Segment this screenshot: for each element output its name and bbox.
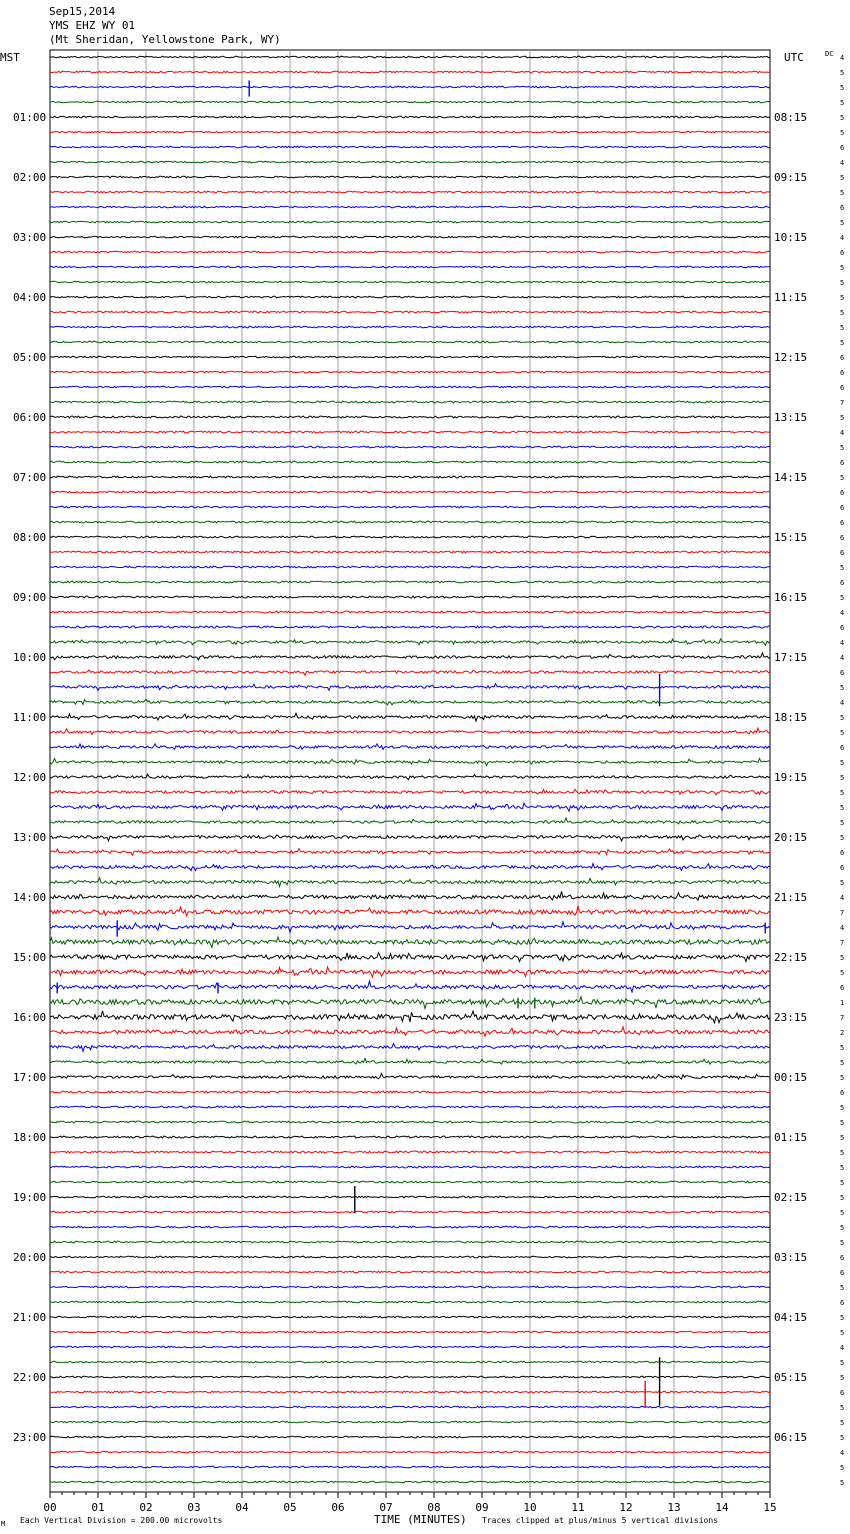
trace-line-24	[50, 416, 770, 418]
trace-line-11	[50, 221, 770, 223]
trace-line-41	[50, 670, 770, 675]
trace-line-38	[50, 626, 770, 628]
utc-hour-label-5: 12:15	[774, 351, 808, 364]
dc-value-7: 4	[840, 159, 845, 167]
dc-value-78: 5	[840, 1224, 845, 1232]
trace-line-48	[50, 774, 770, 780]
dc-value-48: 5	[840, 774, 845, 782]
mst-hour-label-4: 04:00	[13, 291, 47, 304]
trace-line-84	[50, 1316, 770, 1318]
event-group	[57, 80, 765, 1408]
x-tick-label-6: 06	[331, 1501, 345, 1514]
mst-hour-label-10: 10:00	[13, 651, 47, 664]
trace-line-65	[50, 1027, 770, 1036]
trace-line-9	[50, 191, 770, 193]
dc-value-3: 5	[840, 99, 845, 107]
dc-value-60: 5	[840, 954, 845, 962]
trace-line-79	[50, 1241, 770, 1243]
dc-value-89: 6	[840, 1389, 845, 1397]
mst-axis-title: MST	[0, 51, 20, 64]
dc-value-51: 5	[840, 819, 845, 827]
dc-value-66: 5	[840, 1044, 845, 1052]
trace-line-56	[50, 891, 770, 900]
dc-value-14: 5	[840, 264, 845, 272]
utc-hour-label-21: 04:15	[774, 1311, 808, 1324]
mst-hour-label-14: 14:00	[13, 891, 47, 904]
trace-line-15	[50, 281, 770, 283]
trace-line-89	[50, 1391, 770, 1393]
dc-value-42: 5	[840, 684, 845, 692]
dc-value-13: 6	[840, 249, 845, 257]
trace-line-26	[50, 446, 770, 448]
mst-labels	[13, 111, 46, 1444]
trace-line-8	[50, 176, 770, 178]
x-tick-label-14: 14	[715, 1501, 729, 1514]
mst-hour-label-16: 16:00	[13, 1011, 47, 1024]
trace-line-13	[50, 251, 770, 253]
trace-line-10	[50, 206, 770, 208]
dc-value-76: 5	[840, 1194, 845, 1202]
trace-line-74	[50, 1166, 770, 1168]
utc-hour-label-15: 22:15	[774, 951, 808, 964]
dc-value-59: 7	[840, 939, 845, 947]
utc-hour-label-2: 09:15	[774, 171, 808, 184]
utc-hour-label-12: 19:15	[774, 771, 808, 784]
dc-value-95: 5	[840, 1479, 845, 1487]
trace-line-14	[50, 266, 770, 268]
trace-line-93	[50, 1451, 770, 1453]
dc-value-44: 5	[840, 714, 845, 722]
dc-value-24: 5	[840, 414, 845, 422]
trace-line-22	[50, 386, 770, 388]
dc-value-11: 5	[840, 219, 845, 227]
dc-value-39: 4	[840, 639, 845, 647]
x-tick-label-11: 11	[571, 1501, 585, 1514]
dc-value-26: 5	[840, 444, 845, 452]
dc-value-88: 5	[840, 1374, 845, 1382]
dc-value-15: 5	[840, 279, 845, 287]
dc-value-55: 5	[840, 879, 845, 887]
utc-hour-label-16: 23:15	[774, 1011, 808, 1024]
trace-line-31	[50, 521, 770, 523]
dc-value-46: 6	[840, 744, 845, 752]
trace-line-70	[50, 1106, 770, 1108]
dc-value-29: 6	[840, 489, 845, 497]
mst-hour-label-19: 19:00	[13, 1191, 47, 1204]
trace-line-94	[50, 1466, 770, 1468]
dc-value-79: 5	[840, 1239, 845, 1247]
trace-line-51	[50, 818, 770, 824]
x-tick-label-10: 10	[523, 1501, 537, 1514]
trace-line-75	[50, 1181, 770, 1183]
utc-hour-label-17: 00:15	[774, 1071, 808, 1084]
trace-line-25	[50, 431, 770, 433]
dc-value-80: 6	[840, 1254, 845, 1262]
trace-line-80	[50, 1256, 770, 1258]
x-tick-label-3: 03	[187, 1501, 201, 1514]
trace-line-58	[50, 922, 770, 933]
trace-line-17	[50, 311, 770, 313]
x-tick-label-4: 04	[235, 1501, 249, 1514]
dc-value-65: 2	[840, 1029, 845, 1037]
utc-hour-label-23: 06:15	[774, 1431, 808, 1444]
utc-hour-label-3: 10:15	[774, 231, 808, 244]
mst-hour-label-20: 20:00	[13, 1251, 47, 1264]
trace-line-87	[50, 1361, 770, 1363]
trace-line-63	[50, 997, 770, 1009]
x-axis	[43, 1492, 776, 1514]
dc-value-38: 6	[840, 624, 845, 632]
dc-value-83: 6	[840, 1299, 845, 1307]
trace-line-90	[50, 1406, 770, 1408]
dc-value-90: 5	[840, 1404, 845, 1412]
dc-value-33: 6	[840, 549, 845, 557]
trace-line-69	[50, 1091, 770, 1093]
dc-value-1: 5	[840, 69, 845, 77]
dc-value-50: 5	[840, 804, 845, 812]
utc-hour-label-18: 01:15	[774, 1131, 808, 1144]
mst-hour-label-21: 21:00	[13, 1311, 47, 1324]
dc-value-23: 7	[840, 399, 845, 407]
mst-hour-label-23: 23:00	[13, 1431, 47, 1444]
trace-line-59	[50, 937, 770, 948]
mst-hour-label-11: 11:00	[13, 711, 47, 724]
utc-hour-label-22: 05:15	[774, 1371, 808, 1384]
dc-value-73: 5	[840, 1149, 845, 1157]
dc-value-85: 5	[840, 1329, 845, 1337]
trace-line-3	[50, 101, 770, 103]
trace-line-23	[50, 401, 770, 403]
mst-hour-label-17: 17:00	[13, 1071, 47, 1084]
dc-value-74: 5	[840, 1164, 845, 1172]
trace-line-66	[50, 1044, 770, 1052]
trace-line-72	[50, 1136, 770, 1138]
dc-value-57: 7	[840, 909, 845, 917]
mst-hour-label-5: 05:00	[13, 351, 47, 364]
dc-value-34: 5	[840, 564, 845, 572]
x-tick-label-9: 09	[475, 1501, 489, 1514]
header-station: YMS EHZ WY 01	[49, 19, 136, 32]
dc-value-87: 5	[840, 1359, 845, 1367]
dc-value-67: 5	[840, 1059, 845, 1067]
trace-line-77	[50, 1211, 770, 1213]
dc-value-40: 4	[840, 654, 845, 662]
trace-line-49	[50, 789, 770, 795]
dc-value-20: 6	[840, 354, 845, 362]
header-date: Sep15,2014	[49, 5, 116, 18]
trace-line-50	[50, 803, 770, 811]
dc-value-43: 4	[840, 699, 845, 707]
utc-labels	[774, 111, 807, 1444]
trace-line-64	[50, 1011, 770, 1023]
dc-value-22: 6	[840, 384, 845, 392]
x-tick-label-8: 08	[427, 1501, 441, 1514]
trace-line-43	[50, 699, 770, 705]
dc-value-2: 5	[840, 84, 845, 92]
trace-line-20	[50, 356, 770, 358]
trace-line-47	[50, 758, 770, 765]
mst-hour-label-7: 07:00	[13, 471, 47, 484]
mst-hour-label-12: 12:00	[13, 771, 47, 784]
x-tick-label-13: 13	[667, 1501, 681, 1514]
dc-value-56: 4	[840, 894, 845, 902]
trace-group	[50, 56, 770, 1483]
dc-value-49: 5	[840, 789, 845, 797]
trace-line-57	[50, 906, 770, 916]
dc-value-71: 5	[840, 1119, 845, 1127]
trace-line-68	[50, 1073, 770, 1079]
dc-value-32: 6	[840, 534, 845, 542]
trace-line-40	[50, 653, 770, 660]
dc-value-84: 5	[840, 1314, 845, 1322]
trace-line-88	[50, 1376, 770, 1378]
dc-value-63: 1	[840, 999, 845, 1007]
trace-line-27	[50, 461, 770, 463]
x-tick-label-2: 02	[139, 1501, 153, 1514]
dc-value-58: 4	[840, 924, 845, 932]
x-tick-label-1: 01	[91, 1501, 105, 1514]
dc-values	[840, 54, 844, 1487]
trace-line-62	[50, 981, 770, 992]
trace-line-4	[50, 116, 770, 118]
trace-line-33	[50, 551, 770, 553]
trace-line-60	[50, 953, 770, 962]
dc-value-28: 5	[840, 474, 845, 482]
utc-hour-label-6: 13:15	[774, 411, 808, 424]
dc-value-41: 6	[840, 669, 845, 677]
dc-title: DC	[825, 50, 834, 58]
trace-line-16	[50, 296, 770, 298]
utc-hour-label-8: 15:15	[774, 531, 808, 544]
dc-value-10: 6	[840, 204, 845, 212]
dc-value-92: 5	[840, 1434, 845, 1442]
dc-value-37: 4	[840, 609, 845, 617]
trace-line-76	[50, 1196, 770, 1198]
trace-line-81	[50, 1271, 770, 1273]
dc-value-21: 6	[840, 369, 845, 377]
utc-hour-label-13: 20:15	[774, 831, 808, 844]
utc-hour-label-14: 21:15	[774, 891, 808, 904]
mst-hour-label-2: 02:00	[13, 171, 47, 184]
trace-line-12	[50, 236, 770, 238]
x-tick-label-5: 05	[283, 1501, 297, 1514]
trace-line-85	[50, 1331, 770, 1333]
dc-value-0: 4	[840, 54, 845, 62]
scale-note: Each Vertical Division = 200.00 microvolts	[20, 1516, 223, 1525]
trace-line-32	[50, 536, 770, 538]
dc-value-35: 6	[840, 579, 845, 587]
dc-value-72: 5	[840, 1134, 845, 1142]
dc-value-70: 5	[840, 1104, 845, 1112]
trace-line-1	[50, 71, 770, 73]
trace-line-52	[50, 835, 770, 841]
corner-mark: M	[1, 1520, 6, 1528]
dc-value-27: 6	[840, 459, 845, 467]
trace-line-53	[50, 849, 770, 856]
dc-value-53: 6	[840, 849, 845, 857]
dc-value-69: 6	[840, 1089, 845, 1097]
dc-value-9: 5	[840, 189, 845, 197]
dc-value-45: 5	[840, 729, 845, 737]
trace-line-67	[50, 1058, 770, 1064]
trace-line-91	[50, 1421, 770, 1423]
dc-value-52: 5	[840, 834, 845, 842]
dc-value-93: 4	[840, 1449, 845, 1457]
mst-hour-label-6: 06:00	[13, 411, 47, 424]
utc-hour-label-11: 18:15	[774, 711, 808, 724]
dc-value-82: 5	[840, 1284, 845, 1292]
trace-line-44	[50, 713, 770, 721]
trace-line-78	[50, 1226, 770, 1228]
utc-axis-title: UTC	[784, 51, 804, 64]
trace-line-37	[50, 611, 770, 613]
dc-value-18: 5	[840, 324, 845, 332]
dc-value-8: 5	[840, 174, 845, 182]
dc-value-77: 5	[840, 1209, 845, 1217]
trace-line-61	[50, 967, 770, 977]
trace-line-55	[50, 878, 770, 887]
trace-line-45	[50, 728, 770, 734]
dc-value-19: 5	[840, 339, 845, 347]
utc-hour-label-9: 16:15	[774, 591, 808, 604]
trace-line-6	[50, 146, 770, 148]
trace-line-39	[50, 639, 770, 645]
trace-line-21	[50, 371, 770, 373]
trace-line-18	[50, 326, 770, 328]
header-location: (Mt Sheridan, Yellowstone Park, WY)	[49, 33, 281, 46]
trace-line-86	[50, 1346, 770, 1348]
mst-hour-label-15: 15:00	[13, 951, 47, 964]
mst-hour-label-22: 22:00	[13, 1371, 47, 1384]
trace-line-73	[50, 1151, 770, 1153]
trace-line-82	[50, 1286, 770, 1288]
x-tick-label-12: 12	[619, 1501, 633, 1514]
mst-hour-label-13: 13:00	[13, 831, 47, 844]
dc-value-68: 5	[840, 1074, 845, 1082]
trace-line-83	[50, 1301, 770, 1303]
utc-hour-label-20: 03:15	[774, 1251, 808, 1264]
dc-value-61: 5	[840, 969, 845, 977]
trace-line-0	[50, 56, 770, 58]
dc-value-54: 6	[840, 864, 845, 872]
dc-value-16: 5	[840, 294, 845, 302]
trace-line-42	[50, 684, 770, 691]
mst-hour-label-8: 08:00	[13, 531, 47, 544]
trace-line-36	[50, 596, 770, 598]
dc-value-47: 5	[840, 759, 845, 767]
trace-line-7	[50, 161, 770, 163]
trace-line-92	[50, 1436, 770, 1438]
dc-value-94: 5	[840, 1464, 845, 1472]
mst-hour-label-18: 18:00	[13, 1131, 47, 1144]
dc-value-12: 4	[840, 234, 845, 242]
dc-value-64: 7	[840, 1014, 845, 1022]
trace-line-28	[50, 476, 770, 478]
dc-value-91: 5	[840, 1419, 845, 1427]
utc-hour-label-19: 02:15	[774, 1191, 808, 1204]
utc-hour-label-1: 08:15	[774, 111, 808, 124]
x-tick-label-15: 15	[763, 1501, 777, 1514]
trace-line-35	[50, 581, 770, 583]
x-axis-title: TIME (MINUTES)	[374, 1513, 467, 1526]
mst-hour-label-3: 03:00	[13, 231, 47, 244]
mst-hour-label-9: 09:00	[13, 591, 47, 604]
dc-value-4: 5	[840, 114, 845, 122]
dc-value-5: 5	[840, 129, 845, 137]
utc-hour-label-7: 14:15	[774, 471, 808, 484]
dc-value-75: 5	[840, 1179, 845, 1187]
trace-line-19	[50, 341, 770, 343]
dc-value-6: 6	[840, 144, 845, 152]
trace-line-5	[50, 131, 770, 133]
dc-value-25: 4	[840, 429, 845, 437]
trace-line-29	[50, 491, 770, 493]
trace-line-71	[50, 1121, 770, 1123]
dc-value-17: 5	[840, 309, 845, 317]
x-tick-label-0: 00	[43, 1501, 57, 1514]
utc-hour-label-10: 17:15	[774, 651, 808, 664]
dc-value-31: 6	[840, 519, 845, 527]
dc-value-30: 6	[840, 504, 845, 512]
x-tick-label-7: 07	[379, 1501, 393, 1514]
dc-value-86: 4	[840, 1344, 845, 1352]
dc-value-36: 5	[840, 594, 845, 602]
trace-line-95	[50, 1481, 770, 1483]
trace-line-30	[50, 506, 770, 508]
trace-line-34	[50, 566, 770, 568]
trace-line-2	[50, 86, 770, 88]
utc-hour-label-4: 11:15	[774, 291, 808, 304]
mst-hour-label-1: 01:00	[13, 111, 47, 124]
dc-value-62: 6	[840, 984, 845, 992]
dc-value-81: 6	[840, 1269, 845, 1277]
trace-line-54	[50, 864, 770, 871]
trace-line-46	[50, 744, 770, 750]
clip-note: Traces clipped at plus/minus 5 vertical divisions	[482, 1516, 719, 1525]
